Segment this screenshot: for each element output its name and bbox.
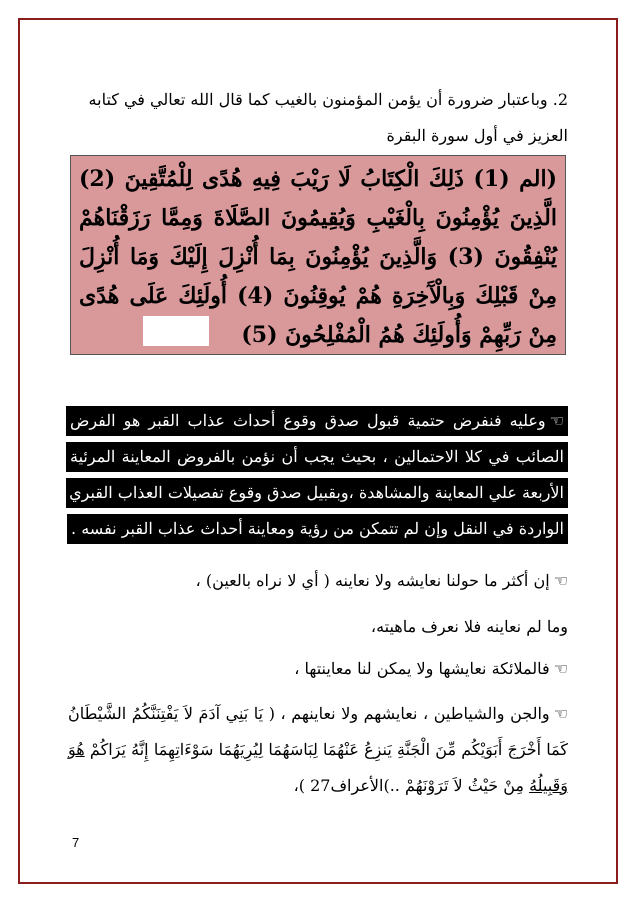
verse-box-blank [143,316,209,346]
highlighted-line: الواردة في النقل وإن لم تتمكن من رؤية ومعاينة أحداث عذاب القبر نفسه . [67,514,568,544]
pointing-hand-icon: ☜ [553,571,568,590]
intro-paragraph: 2. وباعتبار ضرورة أن يؤمن المؤمنون بالغيب كما قال الله تعالي في كتابه العزيز في أول سورة البقرة [88,90,568,145]
jinn-paragraph: ☜والجن والشياطين ، نعايشهم ولا نعاينهم ، ( يَا بَنِي آدَمَ لاَ يَفْتِنَنَّكُمُ الشَّيْطَانُ كَمَا أَخْرَجَ أَبَوَيْكُم مِّنَ الْجَنَّةِ يَنزِعُ عَنْهُمَا لِبَاسَهُمَا لِيُرِيَهُمَا سَوْءَاتِهِمَا إِنَّهُ يَرَاكُمْ هُوَ وَقَبِيلُهُ مِنْ حَيْثُ لاَ تَرَوْنَهُمْ ..)الأعراف27 )، [68,704,568,795]
highlighted-line: الصائب في كلا الاحتمالين ، بحيث يجب أن نؤمن بالفروض المعاينة المرئية [66,442,568,472]
pointing-hand-icon: ☜ [549,411,564,430]
quran-verse-box [70,155,566,355]
highlighted-line: ☜وعليه فنفرض حتمية قبول صدق وقوع أحداث عذاب القبر هو الفرض [66,406,568,436]
underlined-phrase: هُوَ وَقَبِيلُهُ [68,740,568,795]
pointing-hand-icon: ☜ [553,659,568,678]
highlighted-line: الأربعة علي المعاينة والمشاهدة ،وبقبيل صدق وقوع تفصيلات العذاب القبري [66,478,568,508]
highlighted-paragraph [66,406,568,560]
pointing-hand-icon: ☜ [553,704,568,723]
quran-verse-text: (الم (1) ذَلِكَ الْكِتَابُ لَا رَيْبَ فِيهِ هُدًى لِلْمُتَّقِينَ (2) الَّذِينَ يُؤْمِنُونَ بِالْغَيْبِ وَيُقِيمُونَ الصَّلَاةَ وَمِمَّا رَزَقْنَاهُمْ يُنْفِقُونَ (3) وَالَّذِينَ يُؤْمِنُونَ بِمَا أُنْزِلَ إِلَيْكَ وَمَا أُنْزِلَ مِنْ قَبْلِكَ وَبِالْآَخِرَةِ هُمْ يُوقِنُونَ (4) أُولَئِكَ عَلَى هُدًى مِنْ رَبِّهِمْ وَأُولَئِكَ هُمُ الْمُفْلِحُونَ (5) [79,166,558,348]
bullet-line: ☜فالملائكة نعايشها ولا يمكن لنا معاينتها ، [294,659,568,678]
page-number: 7 [72,835,80,850]
bullet-line: ☜إن أكثر ما حولنا نعايشه ولا نعاينه ( أي لا نراه بالعين) ، [195,571,568,590]
text-line: وما لم نعاينه فلا نعرف ماهيته، [370,617,568,636]
